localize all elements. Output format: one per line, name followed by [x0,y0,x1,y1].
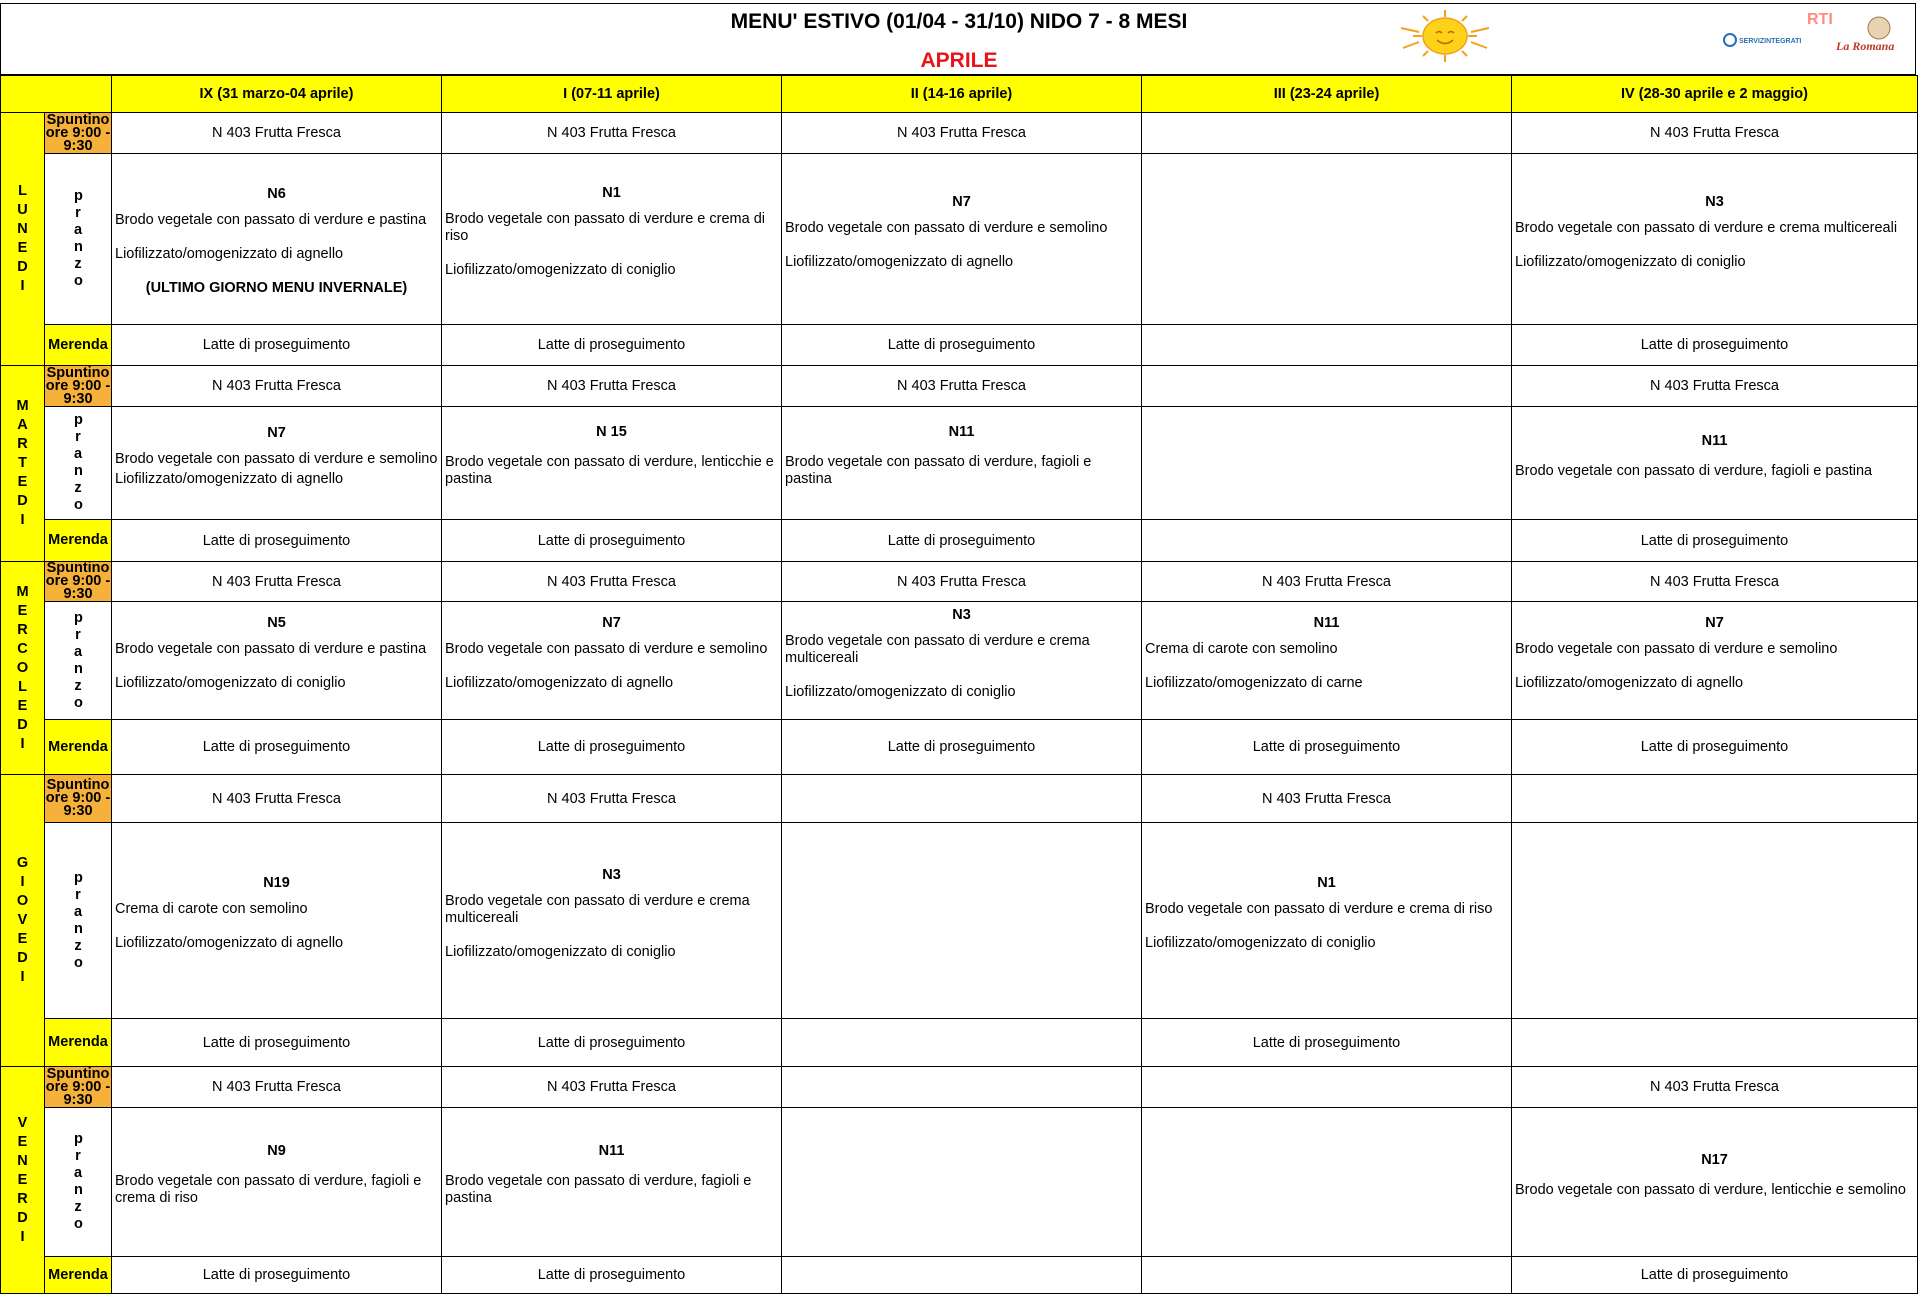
merenda-row [1,1019,1918,1067]
pranzo-row [1,602,1918,720]
pranzo-label-text: pranzo [74,1131,83,1232]
spuntino-cell: N 403 Frutta Fresca [1142,562,1512,602]
merenda-row [1,520,1918,562]
pranzo-cell [442,1108,782,1257]
pranzo-label [45,1108,112,1257]
merenda-cell: Latte di proseguimento [442,1019,782,1067]
pranzo-cell [442,602,782,720]
spuntino-cell: N 403 Frutta Fresca [442,113,782,154]
menu-code: N1 [602,185,621,201]
spuntino-row [1,113,1918,154]
spuntino-cell [1512,775,1918,823]
pranzo-label [45,154,112,325]
merenda-label: Merenda [45,520,112,562]
svg-text:SERVIZINTEGRATI: SERVIZINTEGRATI [1739,38,1802,45]
pranzo-cell [1512,602,1918,720]
merenda-cell: Latte di proseguimento [442,520,782,562]
pranzo-row [1,823,1918,1019]
pranzo-cell [782,602,1142,720]
menu-code: N11 [948,424,975,440]
spuntino-cell: N 403 Frutta Fresca [442,775,782,823]
pranzo-label-text: pranzo [74,412,83,513]
merenda-cell: Latte di proseguimento [1142,720,1512,775]
menu-code: N 15 [596,424,627,440]
day-name: LUNEDI [17,183,28,294]
pranzo-label-text: pranzo [74,609,83,711]
dish-first: Brodo vegetale con passato di verdure, fagioli e pastina [1515,462,1873,479]
merenda-label: Merenda [45,1019,112,1067]
merenda-cell: Latte di proseguimento [1512,1257,1918,1294]
dish-second: Liofilizzato/omogenizzato di agnello [115,470,344,487]
day-label-martedi [1,366,45,562]
merenda-cell: Latte di proseguimento [112,520,442,562]
merenda-row [1,1257,1918,1294]
pranzo-cell [782,823,1142,1019]
spuntino-cell: N 403 Frutta Fresca [782,562,1142,602]
spuntino-label: Spuntino ore 9:00 - 9:30 [45,111,111,154]
spuntino-cell: N 403 Frutta Fresca [1512,113,1918,154]
dish-first: Brodo vegetale con passato di verdure, fagioli e pastina [445,1173,752,1206]
menu-code: N1 [1317,875,1336,891]
dish-second: Liofilizzato/omogenizzato di carne [1145,675,1363,691]
dish-first: Crema di carote con semolino [115,901,308,917]
pranzo-cell [1142,154,1512,325]
menu-code: N11 [1701,432,1728,449]
merenda-cell [1512,1019,1918,1067]
day-label-mercoledi [1,562,45,775]
dish-second: Liofilizzato/omogenizzato di agnello [1515,675,1744,691]
spuntino-label: Spuntino ore 9:00 - 9:30 [45,775,112,823]
pranzo-label-text: pranzo [74,188,83,289]
dish-first: Brodo vegetale con passato di verdure e crema multicereali [1515,219,1898,236]
pranzo-label [45,407,112,520]
dish-first: Brodo vegetale con passato di verdure e crema multicereali [785,632,1090,666]
merenda-cell: Latte di proseguimento [782,325,1142,366]
day-label-lunedi [1,113,45,366]
merenda-cell [782,1257,1142,1294]
spuntino-cell: N 403 Frutta Fresca [1512,1067,1918,1108]
pranzo-cell [1512,1108,1918,1257]
merenda-cell: Latte di proseguimento [1142,1019,1512,1067]
dish-second: Liofilizzato/omogenizzato di coniglio [1145,935,1376,951]
dish-first: Brodo vegetale con passato di verdure e semolino [785,219,1108,236]
spuntino-label: Spuntino ore 9:00 - 9:30 [45,560,111,602]
spuntino-cell: N 403 Frutta Fresca [112,562,442,602]
dish-first: Brodo vegetale con passato di verdure, lenticchie e semolino [1515,1181,1906,1198]
dish-first: Brodo vegetale con passato di verdure e pastina [115,211,427,228]
spuntino-cell: N 403 Frutta Fresca [782,366,1142,407]
pranzo-cell [1512,154,1918,325]
pranzo-cell [1142,823,1512,1019]
week-header-row [1,76,1918,113]
merenda-cell [1142,520,1512,562]
merenda-label: Merenda [45,325,112,366]
pranzo-row [1,407,1918,520]
spuntino-cell [782,1067,1142,1108]
dish-first: Brodo vegetale con passato di verdure e pastina [115,641,427,657]
merenda-cell: Latte di proseguimento [112,720,442,775]
merenda-cell: Latte di proseguimento [1512,325,1918,366]
menu-code: N7 [1705,615,1724,631]
merenda-cell: Latte di proseguimento [1512,720,1918,775]
dish-second: Liofilizzato/omogenizzato di agnello [445,675,674,691]
menu-note: (ULTIMO GIORNO MENU INVERNALE) [145,279,408,296]
dish-first: Brodo vegetale con passato di verdure e semolino [445,641,768,657]
dish-first: Brodo vegetale con passato di verdure e crema di riso [1145,901,1493,917]
week-header: IV (28-30 aprile e 2 maggio) [1512,76,1918,113]
pranzo-cell [782,407,1142,520]
menu-code: N7 [952,193,971,210]
pranzo-row [1,1108,1918,1257]
day-name: MARTEDI [16,398,29,528]
day-name: MERCOLEDI [16,583,29,752]
merenda-cell: Latte di proseguimento [442,1257,782,1294]
dish-second: Liofilizzato/omogenizzato di agnello [785,253,1014,270]
spuntino-cell: N 403 Frutta Fresca [112,775,442,823]
pranzo-cell [1512,407,1918,520]
corner-cell [1,76,112,113]
dish-second: Liofilizzato/omogenizzato di coniglio [445,262,676,278]
pranzo-cell [1142,407,1512,520]
dish-first: Brodo vegetale con passato di verdure, fagioli e crema di riso [115,1173,422,1206]
pranzo-cell [1142,1108,1512,1257]
spuntino-cell: N 403 Frutta Fresca [112,113,442,154]
spuntino-cell: N 403 Frutta Fresca [112,366,442,407]
dish-first: Brodo vegetale con passato di verdure e semolino [1515,641,1838,657]
merenda-row [1,720,1918,775]
pranzo-label-text: pranzo [74,869,83,971]
menu-code: N11 [598,1143,625,1159]
menu-code: N6 [267,185,286,202]
spuntino-cell: N 403 Frutta Fresca [442,366,782,407]
spuntino-cell: N 403 Frutta Fresca [442,562,782,602]
dish-first: Brodo vegetale con passato di verdure, lenticchie e pastina [445,454,774,487]
pranzo-row [1,154,1918,325]
pranzo-cell [1512,823,1918,1019]
menu-code: N7 [267,424,286,441]
pranzo-cell [112,602,442,720]
merenda-cell: Latte di proseguimento [782,720,1142,775]
spuntino-cell [1142,113,1512,154]
menu-code: N11 [1313,615,1340,631]
dish-first: Brodo vegetale con passato di verdure e semolino [115,450,438,467]
spuntino-cell [1142,1067,1512,1108]
pranzo-cell [1142,602,1512,720]
dish-first: Brodo vegetale con passato di verdure e crema di riso [445,211,765,244]
dish-second: Liofilizzato/omogenizzato di coniglio [1515,253,1746,270]
dish-second: Liofilizzato/omogenizzato di coniglio [785,683,1016,700]
menu-code: N7 [602,615,621,631]
menu-title: MENU' ESTIVO (01/04 - 31/10) NIDO 7 - 8 MESI [730,10,1188,33]
merenda-label: Merenda [45,720,112,775]
menu-code: N3 [1705,193,1724,210]
rti-logo [1721,10,1901,54]
merenda-cell: Latte di proseguimento [782,520,1142,562]
merenda-cell: Latte di proseguimento [442,720,782,775]
spuntino-cell: N 403 Frutta Fresca [1512,562,1918,602]
spuntino-cell: N 403 Frutta Fresca [782,113,1142,154]
dish-second: Liofilizzato/omogenizzato di agnello [115,245,344,262]
menu-code: N3 [602,866,621,883]
pranzo-cell [112,1108,442,1257]
menu-table [0,75,1918,1294]
week-header: IX (31 marzo-04 aprile) [112,76,442,113]
dish-second: Liofilizzato/omogenizzato di agnello [115,935,344,951]
spuntino-row [1,775,1918,823]
sun-icon [1399,8,1491,64]
merenda-cell: Latte di proseguimento [1512,520,1918,562]
merenda-cell: Latte di proseguimento [112,1019,442,1067]
dish-first: Brodo vegetale con passato di verdure, fagioli e pastina [785,454,1092,487]
merenda-cell: Latte di proseguimento [112,325,442,366]
day-label-venerdi [1,1067,45,1294]
pranzo-cell [782,1108,1142,1257]
day-name: GIOVEDI [16,855,29,985]
spuntino-cell [1142,366,1512,407]
spuntino-row [1,366,1918,407]
svg-text:La Romana: La Romana [1836,39,1895,53]
pranzo-cell [442,154,782,325]
menu-code: N19 [263,875,290,891]
menu-code: N9 [267,1143,286,1159]
pranzo-cell [112,407,442,520]
spuntino-cell: N 403 Frutta Fresca [442,1067,782,1108]
pranzo-cell [782,154,1142,325]
dish-second: Liofilizzato/omogenizzato di coniglio [445,943,676,960]
pranzo-cell [442,407,782,520]
merenda-cell: Latte di proseguimento [442,325,782,366]
merenda-cell: Latte di proseguimento [112,1257,442,1294]
spuntino-cell: N 403 Frutta Fresca [1142,775,1512,823]
menu-header [0,3,1916,75]
week-header: I (07-11 aprile) [442,76,782,113]
merenda-cell [782,1019,1142,1067]
merenda-cell [1142,1257,1512,1294]
spuntino-label: Spuntino ore 9:00 - 9:30 [45,364,111,407]
pranzo-label [45,823,112,1019]
spuntino-row [1,562,1918,602]
merenda-row [1,325,1918,366]
spuntino-cell [782,775,1142,823]
pranzo-label [45,602,112,720]
pranzo-cell [442,823,782,1019]
week-header: III (23-24 aprile) [1142,76,1512,113]
svg-text:RTI: RTI [1807,11,1833,28]
merenda-label: Merenda [45,1257,112,1294]
pranzo-cell [112,154,442,325]
menu-code: N5 [267,615,286,631]
spuntino-cell: N 403 Frutta Fresca [112,1067,442,1108]
dish-first: Crema di carote con semolino [1145,641,1338,657]
menu-code: N17 [1701,1151,1728,1168]
dish-second: Liofilizzato/omogenizzato di coniglio [115,675,346,691]
month-label: APRILE [920,49,998,72]
week-header: II (14-16 aprile) [782,76,1142,113]
menu-code: N3 [952,606,971,623]
spuntino-label: Spuntino ore 9:00 - 9:30 [45,1065,111,1108]
spuntino-cell: N 403 Frutta Fresca [1512,366,1918,407]
day-label-giovedi [1,775,45,1067]
dish-first: Brodo vegetale con passato di verdure e crema multicereali [445,892,750,926]
merenda-cell [1142,325,1512,366]
spuntino-row [1,1067,1918,1108]
day-name: VENERDI [17,1114,28,1245]
pranzo-cell [112,823,442,1019]
